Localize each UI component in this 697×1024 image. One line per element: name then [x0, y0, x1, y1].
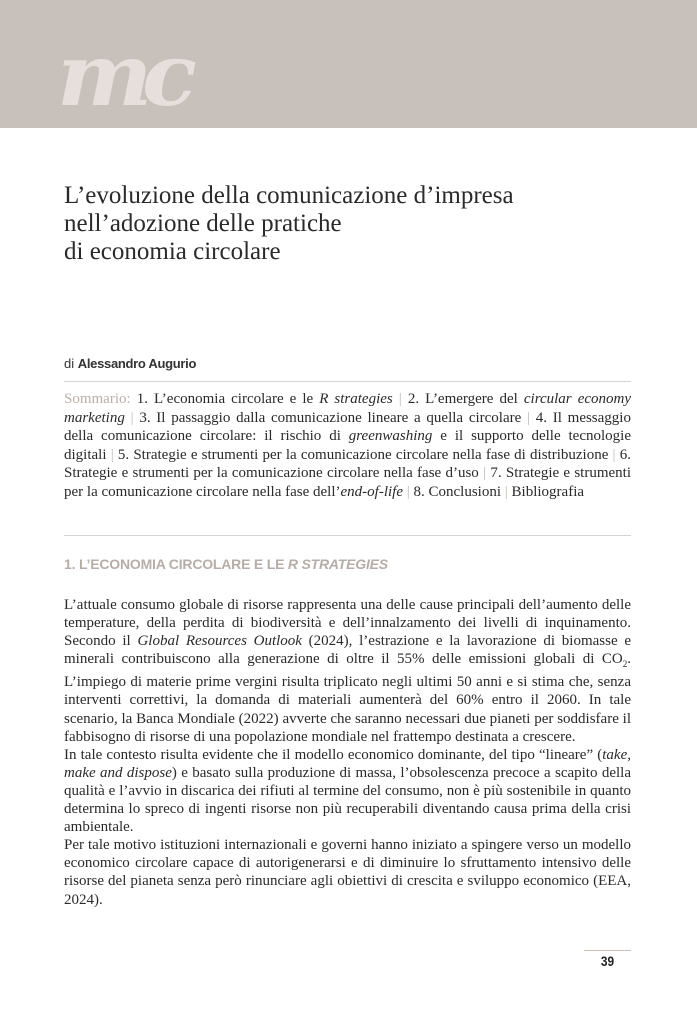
text-segment: 4. Il messaggio della comunicazione circolare: il rischio di [64, 409, 631, 445]
author-name: Alessandro Augurio [77, 356, 197, 371]
page-number: 39 [600, 953, 615, 969]
separator: | [106, 446, 118, 463]
author-prefix: di [64, 356, 75, 371]
paragraph [64, 746, 631, 836]
text-segment: 5. Strategie e strumenti per la comunicazione circolare nella fase di distribuzione [117, 446, 609, 463]
text-segment: L’attuale consumo globale di risorse rappresenta una delle cause principali dell’aumento delle temperature, della perdita di biodiversità e dell’innalzamento dei livelli di inquinamento. Secondo il [64, 597, 631, 650]
summary-label: Sommario: [64, 391, 131, 407]
text-segment: (2024), l’estrazione e la lavorazione di biomasse e minerali contribuiscono alla generazione di oltre il 55% delle emissioni globali di CO [64, 633, 632, 668]
divider [64, 535, 631, 536]
text-segment: Per tale motivo istituzioni internazionali e governi hanno iniziato a spingere verso un modello economico circolare capace di autorigenerarsi e di diminuire lo sfruttamento intensivo delle risorse del pianeta senza però rinunciare agli obiettivi di crescita e sviluppo economico (EEA, 2024). [64, 837, 631, 908]
summary [64, 390, 631, 502]
text-segment: 2 [622, 659, 628, 670]
title-line: L’evoluzione della comunicazione d’impresa [64, 182, 514, 209]
separator: | [478, 465, 491, 482]
text-segment: 1. L’economia circolare e le [130, 391, 320, 407]
section-heading-italic: R STRATEGIES [287, 556, 388, 572]
text-segment: circular economy marketing [64, 391, 631, 426]
separator: | [501, 483, 512, 500]
journal-logo: mc [56, 25, 187, 126]
separator: | [392, 391, 408, 407]
separator: | [521, 409, 536, 426]
title-line: nell’adozione delle pratiche [64, 210, 342, 237]
separator: | [403, 483, 414, 500]
body-text [64, 596, 631, 909]
text-segment: e il supporto delle tecnologie digitali [64, 428, 631, 463]
paragraph [64, 596, 631, 746]
text-segment: 6. Strategie e strumenti per la comunicazione circolare nella fase d’uso [64, 446, 631, 482]
separator: | [608, 446, 620, 463]
text-segment: take, make and dispose [64, 746, 631, 781]
text-segment: 3. Il passaggio dalla comunicazione lineare a quella circolare [139, 409, 522, 426]
divider [64, 381, 631, 382]
paragraph [64, 836, 631, 908]
text-segment: . L’impiego di materie prime vergini risulta triplicato negli ultimi 50 anni e si stima che, senza interventi correttivi, la domanda di materiali aumenterà del 60% entro il 2060. In tale scenario, la Banca Mondiale (2022) avverte che saranno necessari due pianeti per soddisfare il fabbisogno di risorse di una popolazione mondiale nel frattempo destinata a crescere. [64, 651, 631, 745]
section-heading-text: 1. L’ECONOMIA CIRCOLARE E LE [64, 556, 288, 572]
text-segment: 8. Conclusioni [413, 483, 502, 500]
author-line [64, 356, 196, 371]
article-title [64, 182, 624, 266]
text-segment: greenwashing [348, 428, 433, 445]
text-segment: In tale contesto risulta evidente che il modello economico dominante, del tipo “lineare” ( [64, 746, 603, 763]
text-segment: Bibliografia [511, 483, 585, 500]
text-segment: end-of-life [340, 483, 403, 500]
text-segment: 7. Strategie e strumenti per la comunicazione circolare nella fase dell’ [64, 465, 631, 500]
text-segment: R strategies [319, 391, 393, 407]
header-band [0, 0, 697, 128]
title-line: di economia circolare [64, 238, 281, 265]
separator: | [124, 409, 140, 426]
text-segment: ) e basato sulla produzione di massa, l’obsolescenza precoce a scapito della qualità e l’avvio in discarica dei rifiuti al termine del consumo, non è più sostenibile in quanto determina lo spreco di ingenti risorse non più recuperabili diventando causa prima della crisi ambientale. [64, 764, 631, 836]
text-segment: Global Resources Outlook [137, 633, 302, 650]
page-number-rule [584, 950, 631, 951]
text-segment: 2. L’emergere del [407, 391, 524, 407]
section-heading [64, 556, 388, 572]
